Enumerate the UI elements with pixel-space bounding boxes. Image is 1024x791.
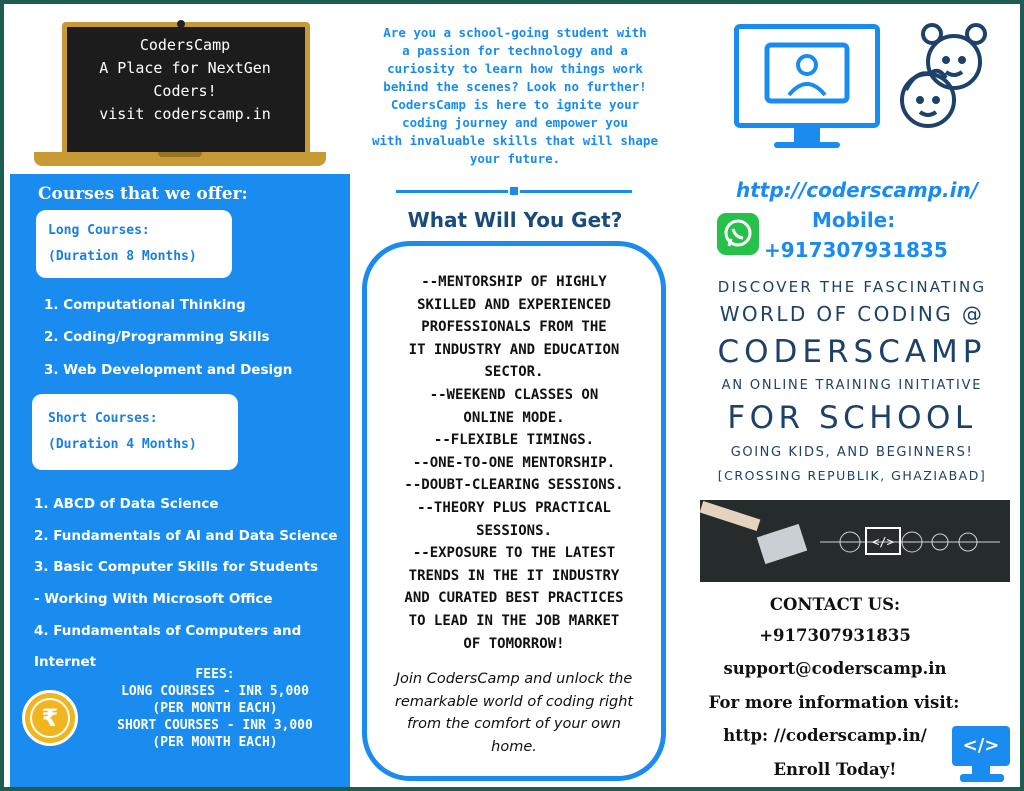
- fees-line: LONG COURSES - INR 5,000: [121, 684, 309, 699]
- code-monitor-icon: </>: [952, 726, 1010, 766]
- location-text: [CROSSING REPUBLIK, GHAZIABAD]: [717, 468, 987, 483]
- benefit-line: OF TOMORROW!: [463, 635, 565, 652]
- kids-faces-icon: [888, 20, 998, 140]
- long-courses-title: Long Courses:: [48, 223, 150, 238]
- benefit-line: --DOUBT-CLEARING SESSIONS.: [404, 477, 624, 494]
- more-info-label: For more information visit:: [708, 693, 960, 712]
- list-item: 2. Coding/Programming Skills: [44, 329, 270, 345]
- closing-text: [366, 668, 662, 758]
- benefit-line: SKILLED AND EXPERIENCED: [417, 296, 611, 313]
- divider-left: [396, 190, 508, 193]
- divider-square: [510, 187, 518, 195]
- divider-right: [520, 190, 632, 193]
- tagline-line-4: AN ONLINE TRAINING INITIATIVE: [721, 378, 983, 393]
- intro-line: a passion for technology and a: [402, 43, 628, 58]
- contact-email[interactable]: support@coderscamp.in: [723, 659, 947, 678]
- contact-title: CONTACT US:: [769, 595, 901, 614]
- laptop-coding-image: [700, 500, 1010, 582]
- user-card-icon: [739, 29, 875, 123]
- intro-line: with invaluable skills that will shape: [372, 133, 658, 148]
- benefits-list: [366, 271, 662, 655]
- closing-line: Join CodersCamp and unlock the: [395, 671, 633, 687]
- laptop-line: visit coderscamp.in: [99, 105, 271, 123]
- closing-line: remarkable world of coding right: [394, 693, 634, 710]
- benefit-line: PROFESSIONALS FROM THE: [421, 319, 607, 336]
- intro-line: CodersCamp is here to ignite your: [390, 97, 640, 112]
- closing-line: home.: [491, 738, 537, 755]
- fees-line: (PER MONTH EACH): [152, 701, 278, 716]
- short-courses-title: Short Courses:: [48, 411, 158, 426]
- rupee-symbol: ₹: [30, 698, 70, 738]
- monitor-stand: [794, 128, 820, 142]
- fees-line: FEES:: [195, 667, 235, 682]
- benefit-line: IT INDUSTRY AND EDUCATION: [408, 341, 620, 358]
- laptop-line: CodersCamp: [139, 36, 231, 54]
- laptop-line: Coders!: [153, 82, 217, 100]
- benefit-line: --EXPOSURE TO THE LATEST: [412, 545, 616, 562]
- laptop-notch: [158, 152, 202, 157]
- long-courses-duration: (Duration 8 Months): [48, 249, 197, 264]
- brand-name: CODERSCAMP: [717, 334, 987, 370]
- closing-line: from the comfort of your own: [407, 716, 621, 732]
- tagline-line-1: DISCOVER THE FASCINATING: [717, 278, 987, 296]
- intro-line: coding journey and empower you: [402, 115, 628, 130]
- list-item: 2. Fundamentals of AI and Data Science: [34, 528, 338, 544]
- benefit-line: ONLINE MODE.: [463, 409, 565, 426]
- short-courses-duration: (Duration 4 Months): [48, 437, 197, 452]
- what-will-you-get-title: What Will You Get?: [407, 208, 623, 232]
- intro-line: curiosity to learn how things work: [387, 61, 643, 76]
- tagline-line-5: FOR SCHOOL: [727, 400, 977, 436]
- enroll-text[interactable]: Enroll Today!: [773, 760, 897, 779]
- mobile-label: Mobile:: [812, 208, 896, 232]
- intro-line: your future.: [469, 151, 561, 166]
- fees-line: SHORT COURSES - INR 3,000: [117, 718, 313, 733]
- long-courses-heading: [48, 218, 197, 270]
- benefit-line: AND CURATED BEST PRACTICES: [404, 590, 624, 607]
- intro-text: [360, 24, 670, 168]
- benefit-line: --WEEKEND CLASSES ON: [429, 386, 599, 403]
- tagline-line-6: GOING KIDS, AND BEGINNERS!: [730, 445, 974, 460]
- code-symbol: </>: [872, 535, 894, 549]
- fees-block: [100, 666, 330, 751]
- intro-line: Are you a school-going student with: [383, 25, 647, 40]
- benefit-line: --ONE-TO-ONE MENTORSHIP.: [412, 454, 616, 471]
- list-item: Internet: [34, 654, 97, 670]
- benefit-line: --FLEXIBLE TIMINGS.: [433, 432, 595, 449]
- benefit-line: TO LEAD IN THE JOB MARKET: [408, 612, 620, 629]
- monitor-base: [774, 142, 840, 148]
- code-monitor-base: [960, 774, 1004, 782]
- brochure-page: [4, 4, 1020, 787]
- website-url[interactable]: http://coderscamp.in/: [735, 178, 979, 202]
- list-item: 4. Fundamentals of Computers and: [34, 623, 302, 639]
- laptop-line: A Place for NextGen: [99, 59, 271, 77]
- laptop-screen-text: [70, 34, 300, 126]
- whatsapp-glyph: [717, 213, 759, 255]
- tagline-line-2: WORLD OF CODING @: [719, 302, 985, 326]
- list-item: 1. Computational Thinking: [44, 297, 246, 313]
- courses-title: Courses that we offer:: [38, 184, 248, 204]
- intro-line: behind the scenes? Look no further!: [383, 79, 647, 94]
- code-monitor-stand: [972, 766, 990, 774]
- list-item: 3. Basic Computer Skills for Students: [34, 559, 319, 575]
- benefit-line: SESSIONS.: [476, 522, 552, 539]
- monitor-user-icon: [734, 24, 880, 128]
- list-item: 3. Web Development and Design: [44, 362, 293, 378]
- tech-illustration: [700, 500, 1010, 582]
- contact-url[interactable]: http: //coderscamp.in/: [723, 726, 927, 745]
- list-item: - Working With Microsoft Office: [34, 591, 273, 607]
- mobile-number[interactable]: +917307931835: [764, 238, 948, 262]
- contact-phone[interactable]: +917307931835: [759, 626, 911, 645]
- laptop-camera: [177, 20, 185, 28]
- benefit-line: TRENDS IN THE IT INDUSTRY: [408, 567, 620, 584]
- benefit-line: --MENTORSHIP OF HIGHLY: [421, 274, 607, 290]
- benefit-line: SECTOR.: [484, 364, 544, 381]
- short-courses-heading: [48, 406, 197, 458]
- benefit-line: --THEORY PLUS PRACTICAL: [417, 499, 611, 516]
- list-item: 1. ABCD of Data Science: [34, 496, 219, 512]
- fees-line: (PER MONTH EACH): [152, 735, 278, 750]
- whatsapp-icon[interactable]: [717, 213, 759, 255]
